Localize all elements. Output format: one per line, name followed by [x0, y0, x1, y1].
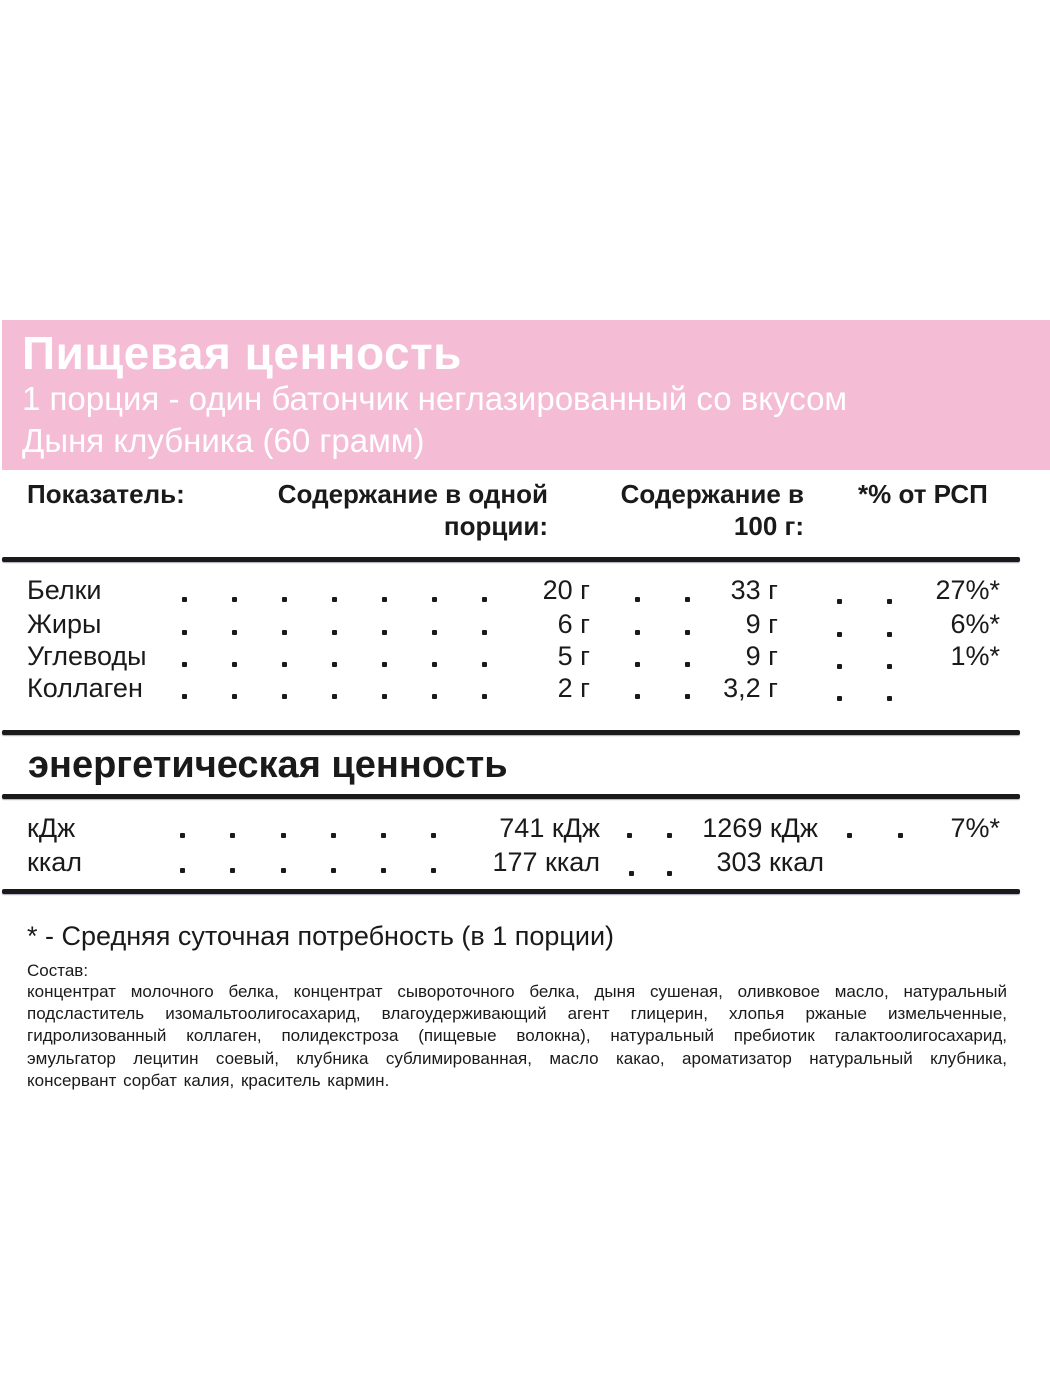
leader-dot — [332, 662, 337, 667]
leader-dot — [432, 662, 437, 667]
leader-dot — [837, 664, 842, 669]
leader-dot — [180, 868, 185, 873]
energy-unit-name: кДж — [27, 813, 76, 843]
leader-dot — [898, 833, 903, 838]
energy-unit-name: ккал — [27, 847, 82, 877]
leader-dot — [232, 662, 237, 667]
column-header-per-100g-line1: Содержание в — [620, 479, 804, 509]
leader-dot — [482, 694, 487, 699]
leader-dot — [667, 871, 672, 876]
leader-dot — [685, 597, 690, 602]
page-title: Пищевая ценность — [22, 327, 462, 379]
leader-dot — [837, 599, 842, 604]
energy-rsp: 7%* — [950, 813, 1000, 843]
column-header-per-portion-line1: Содержание в одной — [277, 479, 548, 509]
portion-description-line2: Дыня клубника (60 грамм) — [22, 422, 425, 459]
footnote: * - Средняя суточная потребность (в 1 порции) — [27, 921, 615, 951]
leader-dot — [685, 694, 690, 699]
leader-dot — [635, 597, 640, 602]
nutrient-name: Углеводы — [27, 641, 147, 671]
leader-dot — [847, 833, 852, 838]
column-header-per-100g — [590, 478, 804, 542]
nutrient-name: Жиры — [27, 609, 102, 639]
nutrient-per-100g: 33 г — [730, 575, 778, 605]
leader-dot — [431, 833, 436, 838]
leader-dot — [837, 696, 842, 701]
leader-dot — [282, 662, 287, 667]
composition-label: Состав: — [27, 961, 89, 980]
leader-dot — [232, 694, 237, 699]
leader-dot — [482, 597, 487, 602]
composition-text: концентрат молочного белка, концентрат сывороточного белка, дыня сушеная, оливковое масло, натуральный подсластитель изомальтоолигосахарид, влагоудерживающий агент глицерин, хлопья ржаные измельченные, гидролизованный коллаген, полидекстроза (пищевые волокна), натуральный пребиотик галактоолигосахарид, эмульгатор лецитин соевый, клубника сублимированная, масло какао, ароматизатор натуральный клубника, консервант сорбат калия, краситель кармин. — [27, 982, 1007, 1090]
leader-dot — [381, 868, 386, 873]
column-header-per-portion — [250, 478, 548, 542]
leader-dot — [182, 597, 187, 602]
nutrient-rsp: 6%* — [950, 609, 1000, 639]
leader-dot — [382, 597, 387, 602]
leader-dot — [685, 630, 690, 635]
leader-dot — [230, 868, 235, 873]
nutrient-portion: 6 г — [557, 609, 590, 639]
divider — [2, 730, 1020, 735]
portion-description-line1: 1 порция - один батончик неглазированный со вкусом — [22, 380, 848, 417]
leader-dot — [432, 630, 437, 635]
nutrient-per-100g: 3,2 г — [723, 673, 778, 703]
leader-dot — [685, 662, 690, 667]
leader-dot — [635, 630, 640, 635]
nutrient-portion: 2 г — [557, 673, 590, 703]
leader-dot — [382, 630, 387, 635]
leader-dot — [635, 694, 640, 699]
energy-section-title: энергетическая ценность — [28, 744, 508, 786]
nutrient-name: Белки — [27, 575, 102, 605]
leader-dot — [331, 868, 336, 873]
leader-dot — [332, 630, 337, 635]
leader-dot — [282, 630, 287, 635]
leader-dot — [887, 599, 892, 604]
energy-portion: 741 кДж — [499, 813, 600, 843]
leader-dot — [232, 630, 237, 635]
leader-dot — [887, 632, 892, 637]
nutrient-portion: 5 г — [557, 641, 590, 671]
leader-dot — [432, 597, 437, 602]
leader-dot — [382, 662, 387, 667]
leader-dot — [331, 833, 336, 838]
nutrient-per-100g: 9 г — [745, 609, 778, 639]
leader-dot — [482, 662, 487, 667]
leader-dot — [431, 868, 436, 873]
leader-dot — [837, 632, 842, 637]
leader-dot — [281, 868, 286, 873]
leader-dot — [332, 694, 337, 699]
nutrient-rsp: 27%* — [935, 575, 1000, 605]
nutrient-rsp: 1%* — [950, 641, 1000, 671]
leader-dot — [230, 833, 235, 838]
leader-dot — [667, 833, 672, 838]
column-header-per-100g-line2: 100 г: — [733, 511, 804, 541]
leader-dot — [627, 833, 632, 838]
leader-dot — [635, 662, 640, 667]
leader-dot — [182, 630, 187, 635]
energy-portion: 177 ккал — [492, 847, 600, 877]
leader-dot — [332, 597, 337, 602]
divider — [2, 794, 1020, 799]
leader-dot — [887, 664, 892, 669]
leader-dot — [382, 694, 387, 699]
column-header-indicator: Показатель: — [27, 479, 185, 509]
leader-dot — [432, 694, 437, 699]
leader-dot — [887, 696, 892, 701]
leader-dot — [281, 833, 286, 838]
leader-dot — [182, 662, 187, 667]
nutrient-name: Коллаген — [27, 673, 143, 703]
nutrient-portion: 20 г — [542, 575, 590, 605]
column-header-per-portion-line2: порции: — [443, 511, 548, 541]
leader-dot — [282, 694, 287, 699]
energy-per-100g: 1269 кДж — [702, 813, 818, 843]
energy-per-100g: 303 ккал — [716, 847, 824, 877]
leader-dot — [182, 694, 187, 699]
column-header-rsp: *% от РСП — [858, 479, 988, 509]
divider — [2, 889, 1020, 894]
leader-dot — [381, 833, 386, 838]
divider — [2, 557, 1020, 562]
leader-dot — [232, 597, 237, 602]
leader-dot — [629, 871, 634, 876]
leader-dot — [482, 630, 487, 635]
leader-dot — [282, 597, 287, 602]
nutrient-per-100g: 9 г — [745, 641, 778, 671]
leader-dot — [180, 833, 185, 838]
